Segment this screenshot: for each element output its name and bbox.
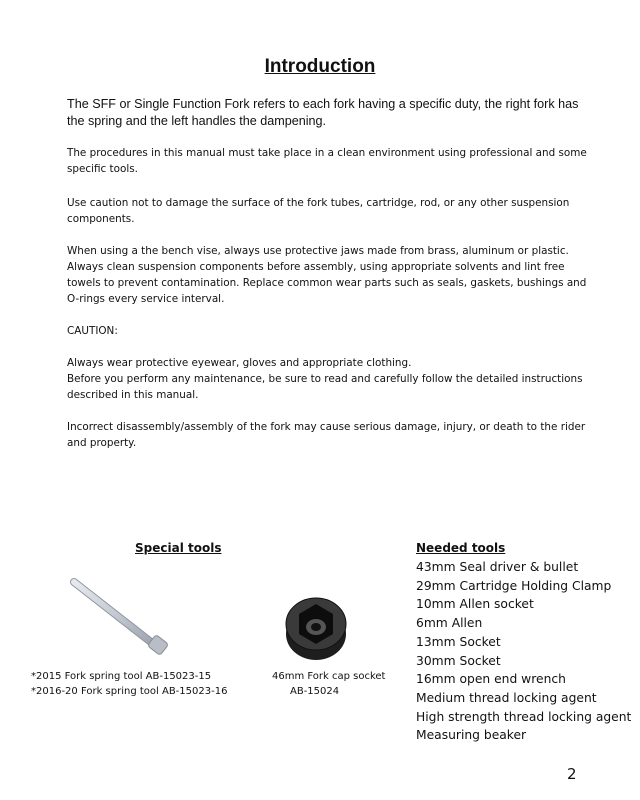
- page-number: 2: [567, 765, 577, 783]
- fork-cap-socket-image: [283, 594, 349, 662]
- caution-label: CAUTION:: [67, 325, 118, 337]
- page-title: Introduction: [264, 56, 376, 77]
- special-tools-heading: Special tools: [135, 541, 222, 555]
- needed-tools-list: [416, 558, 631, 745]
- incorrect-assembly-paragraph: Incorrect disassembly/assembly of the fork may cause serious damage, injury, or death to the rider and property.: [67, 421, 586, 449]
- fork-spring-tool-image: [66, 576, 176, 660]
- read-instructions-line: Before you perform any maintenance, be sure to read and carefully follow the detailed instructions described in this manual.: [67, 373, 583, 401]
- safety-paragraph: [67, 355, 597, 403]
- list-item: 43mm Seal driver & bullet: [416, 560, 579, 574]
- list-item: High strength thread locking agent: [416, 709, 632, 724]
- list-item: 30mm Socket: [416, 653, 501, 668]
- eyewear-line: Always wear protective eyewear, gloves and appropriate clothing.: [67, 357, 412, 369]
- cap-socket-part-number: AB-15024: [290, 686, 340, 697]
- spring-tool-line-2016: *2016-20 Fork spring tool AB-15023-16: [31, 686, 228, 697]
- cap-socket-name: 46mm Fork cap socket: [272, 671, 386, 682]
- list-item: 16mm open end wrench: [416, 672, 566, 687]
- bench-vise-paragraph: When using a the bench vise, always use protective jaws made from brass, aluminum or plastic. Always clean suspension components before assembly, using appropriate solvents and lint free towels to prevent contamination. Replace common wear parts such as seals, gaskets, bushings and O-rings every service interval.: [67, 245, 587, 305]
- list-item: Medium thread locking agent: [416, 690, 597, 705]
- surface-caution-paragraph: Use caution not to damage the surface of the fork tubes, cartridge, rod, or any other suspension components.: [67, 197, 570, 225]
- spring-tool-line-2015: *2015 Fork spring tool AB-15023-15: [31, 671, 212, 682]
- needed-tools-heading: Needed tools: [416, 541, 506, 555]
- list-item: 29mm Cartridge Holding Clamp: [416, 578, 612, 593]
- procedures-paragraph: The procedures in this manual must take place in a clean environment using professional and some specific tools.: [67, 147, 587, 175]
- intro-paragraph: The SFF or Single Function Fork refers to each fork having a specific duty, the right fork has the spring and the left handles the dampening.: [67, 97, 579, 128]
- cap-socket-caption: [272, 669, 385, 699]
- list-item: 10mm Allen socket: [416, 597, 534, 612]
- list-item: Measuring beaker: [416, 728, 527, 743]
- list-item: 13mm Socket: [416, 634, 501, 649]
- list-item: 6mm Allen: [416, 616, 483, 631]
- spring-tool-caption: [31, 669, 227, 699]
